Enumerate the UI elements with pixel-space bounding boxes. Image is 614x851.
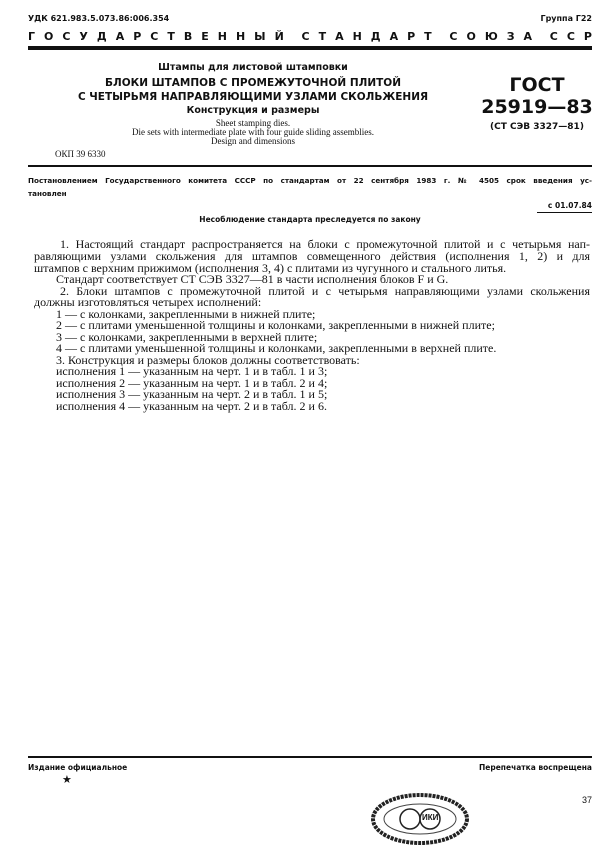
- title-category: Штампы для листовой штамповки: [158, 62, 348, 73]
- banner-word: ГОСУДАРСТВЕННЫЙ: [28, 30, 293, 43]
- page-number: 37: [581, 795, 592, 805]
- body-line: 2. Блоки штампов с промежуточной плитой и с четырьмя направляющими узлами скольжения: [60, 284, 590, 298]
- banner-word: ССР: [549, 30, 601, 43]
- law-notice: Несоблюдение стандарта преследуется по закону: [199, 215, 421, 224]
- title-line1: БЛОКИ ШТАМПОВ С ПРОМЕЖУТОЧНОЙ ПЛИТОЙ: [105, 77, 401, 89]
- banner-word: СОЮЗА: [449, 30, 542, 43]
- reprint-notice: Перепечатка воспрещена: [478, 763, 592, 772]
- body-line: Стандарт соответствует СТ СЭВ 3327—81 в части исполнения блоков F и G.: [56, 272, 449, 286]
- middle-rule: [28, 165, 592, 167]
- body-line: 3 — с колонками, закрепленными в верхней плите;: [56, 330, 318, 344]
- title-subtitle: Конструкция и размеры: [186, 105, 320, 116]
- body-line: должны изготовляться четырех исполнений:: [34, 295, 262, 309]
- gost-reference: (СТ СЭВ 3327—81): [490, 122, 584, 132]
- body-line: исполнения 1 — указанным на черт. 1 и в табл. 1 и 3;: [56, 364, 328, 378]
- gost-label: ГОСТ: [509, 74, 565, 96]
- english-title-1: Sheet stamping dies.: [215, 118, 291, 128]
- title-line2: С ЧЕТЫРЬМЯ НАПРАВЛЯЮЩИМИ УЗЛАМИ СКОЛЬЖЕНИЯ: [77, 91, 429, 103]
- udk-code: УДК 621.983.5.073.86:006.354: [28, 14, 170, 23]
- group-code: Группа Г22: [540, 14, 592, 23]
- footer-rule: [28, 756, 592, 758]
- decree-line-2: тановлен: [28, 189, 67, 198]
- stamp-text: ИКИ: [422, 813, 439, 822]
- top-rule: [28, 46, 592, 50]
- body-line: исполнения 3 — указанным на черт. 2 и в табл. 1 и 5;: [56, 387, 328, 401]
- body-line: 2 — с плитами уменьшенной толщины и колонками, закрепленными в нижней плите;: [56, 318, 495, 332]
- date-underline: [537, 212, 592, 213]
- body-line: исполнения 4 — указанным на черт. 2 и в табл. 2 и 6.: [56, 399, 327, 413]
- banner-word: СТАНДАРТ: [301, 30, 441, 43]
- body-line: 3. Конструкция и размеры блоков должны соответствовать:: [56, 353, 360, 367]
- body-line: 1 — с колонками, закрепленными в нижней плите;: [56, 307, 316, 321]
- banner: [28, 30, 601, 43]
- stamp-icon: [370, 792, 470, 846]
- body-line: 4 — с плитами уменьшенной толщины и колонками, закрепленными в верхней плите.: [56, 341, 497, 355]
- body-line: равляющими узлами скольжения для штампов совмещенного действия (исполнения 1, 2) и для: [34, 249, 590, 263]
- body-line: исполнения 2 — указанным на черт. 1 и в табл. 2 и 4;: [56, 376, 328, 390]
- body-line: 1. Настоящий стандарт распространяется на блоки с промежуточной плитой и с четырьмя нап-: [60, 237, 590, 251]
- body-line: штампов с верхним прижимом (исполнения 3, 4) с плитами из чугунного и стального литья.: [34, 261, 507, 275]
- decree-line-1: Постановлением Государственного комитета СССР по стандартам от 22 сентября 1983 г. № 4505 срок введения ус-: [28, 176, 592, 185]
- english-title-2: Die sets with intermediate plate with four guide sliding assemblies.: [132, 127, 374, 137]
- library-stamp: [370, 792, 470, 846]
- gost-number: 25919—83: [481, 96, 593, 118]
- english-title-3: Design and dimensions: [211, 136, 295, 146]
- okp-code: ОКП 39 6330: [55, 149, 106, 159]
- star-icon: ★: [62, 774, 72, 786]
- effective-date: с 01.07.84: [547, 201, 592, 210]
- official-edition: Издание официальное: [28, 763, 128, 772]
